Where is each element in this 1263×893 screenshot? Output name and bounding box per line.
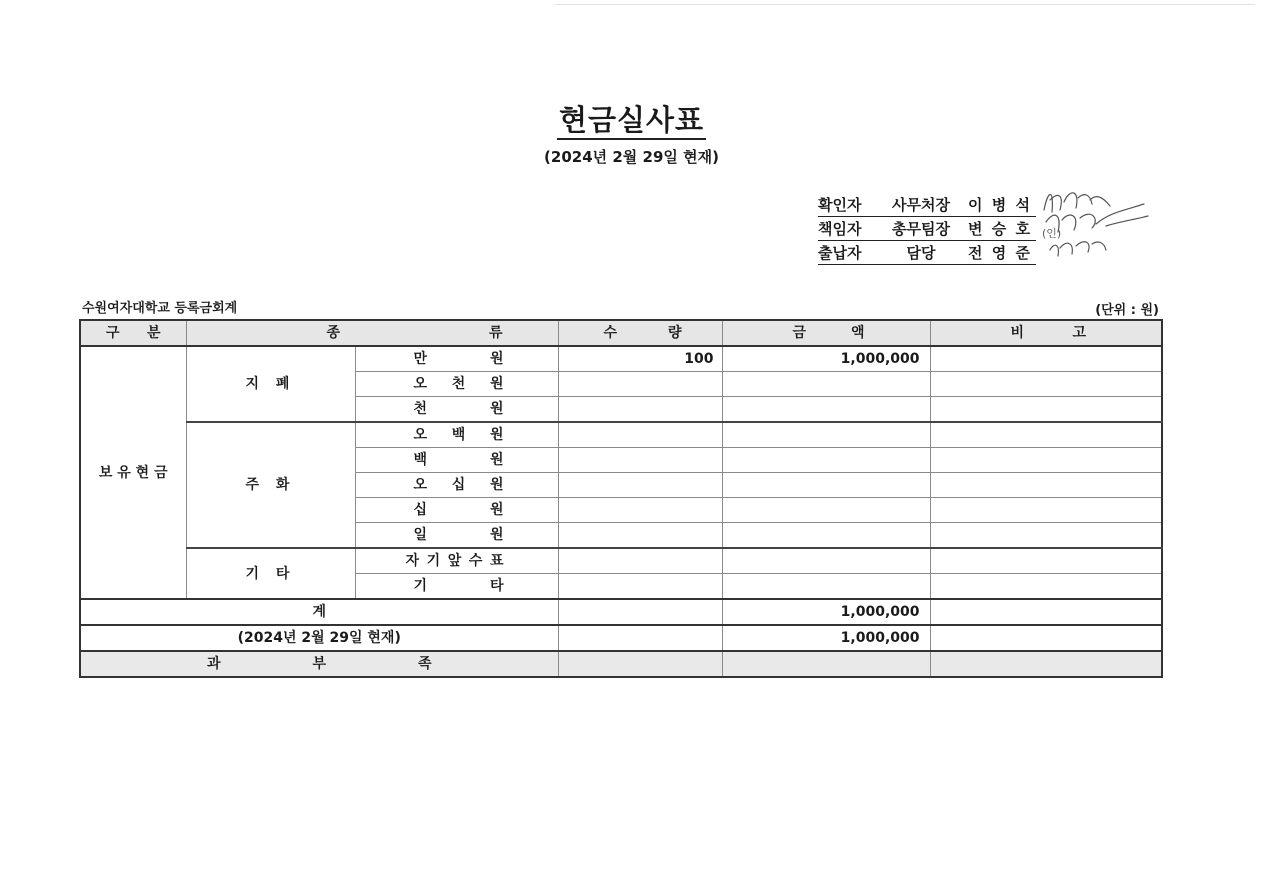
book-balance-row [80,625,1162,651]
denomination: 만 원 [355,346,558,372]
signature-graphic [1040,180,1155,270]
note-cell [930,651,1162,677]
qty-cell [558,651,722,677]
table-row [80,422,1162,448]
note-cell [930,422,1162,448]
amount-cell [722,372,930,397]
note-cell [930,448,1162,473]
approval-row-cashier [818,241,1061,265]
denomination: 오 백 원 [355,422,558,448]
amount-cell [722,498,930,523]
page-title: 현금실사표 [0,98,1263,139]
category-cell: 보 유 현 금 [80,346,186,599]
note-cell [930,599,1162,625]
amount-cell [722,523,930,549]
note-cell [930,473,1162,498]
group-etc: 기 타 [186,548,355,599]
header-sort: 종 류 [186,320,558,346]
table-row [80,346,1162,372]
amount-cell [722,397,930,423]
note-cell [930,498,1162,523]
approval-row-confirmer [818,193,1061,217]
note-cell [930,574,1162,600]
header-qty: 수 량 [558,320,722,346]
denomination: 기 타 [355,574,558,600]
cash-count-table [79,319,1163,678]
qty-cell [558,448,722,473]
approval-role: 출납자 [818,244,862,262]
approval-row-manager [818,217,1061,241]
approval-name: 변 승 호 [968,220,1032,238]
difference-label: 과 부 족 [80,651,558,677]
amount-cell [722,574,930,600]
note-cell [930,625,1162,651]
approval-name: 이 병 석 [968,196,1032,214]
qty-cell [558,574,722,600]
approval-name: 전 영 준 [968,244,1032,262]
table-row [80,548,1162,574]
group-coins: 주 화 [186,422,355,548]
qty-cell [558,625,722,651]
qty-cell [558,473,722,498]
note-cell [930,372,1162,397]
amount-cell: 1,000,000 [722,346,930,372]
qty-cell: 100 [558,346,722,372]
difference-row [80,651,1162,677]
approval-role: 책임자 [818,220,862,238]
amount-cell [722,448,930,473]
approval-position: 총무팀장 [892,220,950,238]
total-row [80,599,1162,625]
approval-role: 확인자 [818,196,862,214]
as-of-date: (2024년 2월 29일 현재) [544,148,719,166]
header-gubun: 구 분 [80,320,186,346]
header-amount: 금 액 [722,320,930,346]
denomination: 백 원 [355,448,558,473]
denomination: 천 원 [355,397,558,423]
amount-cell [722,422,930,448]
qty-cell [558,498,722,523]
unit-label: (단위 : 원) [1095,303,1159,318]
total-label: 계 [80,599,558,625]
note-cell [930,523,1162,549]
total-amount: 1,000,000 [722,599,930,625]
denomination: 일 원 [355,523,558,549]
book-balance-label: (2024년 2월 29일 현재) [80,625,558,651]
approval-block [818,193,1061,265]
book-balance-amount: 1,000,000 [722,625,930,651]
denomination: 자 기 앞 수 표 [355,548,558,574]
qty-cell [558,523,722,549]
qty-cell [558,599,722,625]
seal-mark: (인) [1042,227,1062,240]
header-note: 비 고 [930,320,1162,346]
qty-cell [558,372,722,397]
qty-cell [558,422,722,448]
amount-cell [722,473,930,498]
approval-position: 사무처장 [892,196,950,214]
header-row [80,320,1162,346]
amount-cell [722,548,930,574]
note-cell [930,548,1162,574]
note-cell [930,397,1162,423]
note-cell [930,346,1162,372]
fund-name: 수원여자대학교 등록금회계 [82,301,238,316]
amount-cell [722,651,930,677]
denomination: 십 원 [355,498,558,523]
qty-cell [558,397,722,423]
approval-position: 담당 [906,244,936,262]
scan-edge-line [555,4,1255,5]
denomination: 오 십 원 [355,473,558,498]
qty-cell [558,548,722,574]
group-bills: 지 폐 [186,346,355,422]
denomination: 오 천 원 [355,372,558,397]
